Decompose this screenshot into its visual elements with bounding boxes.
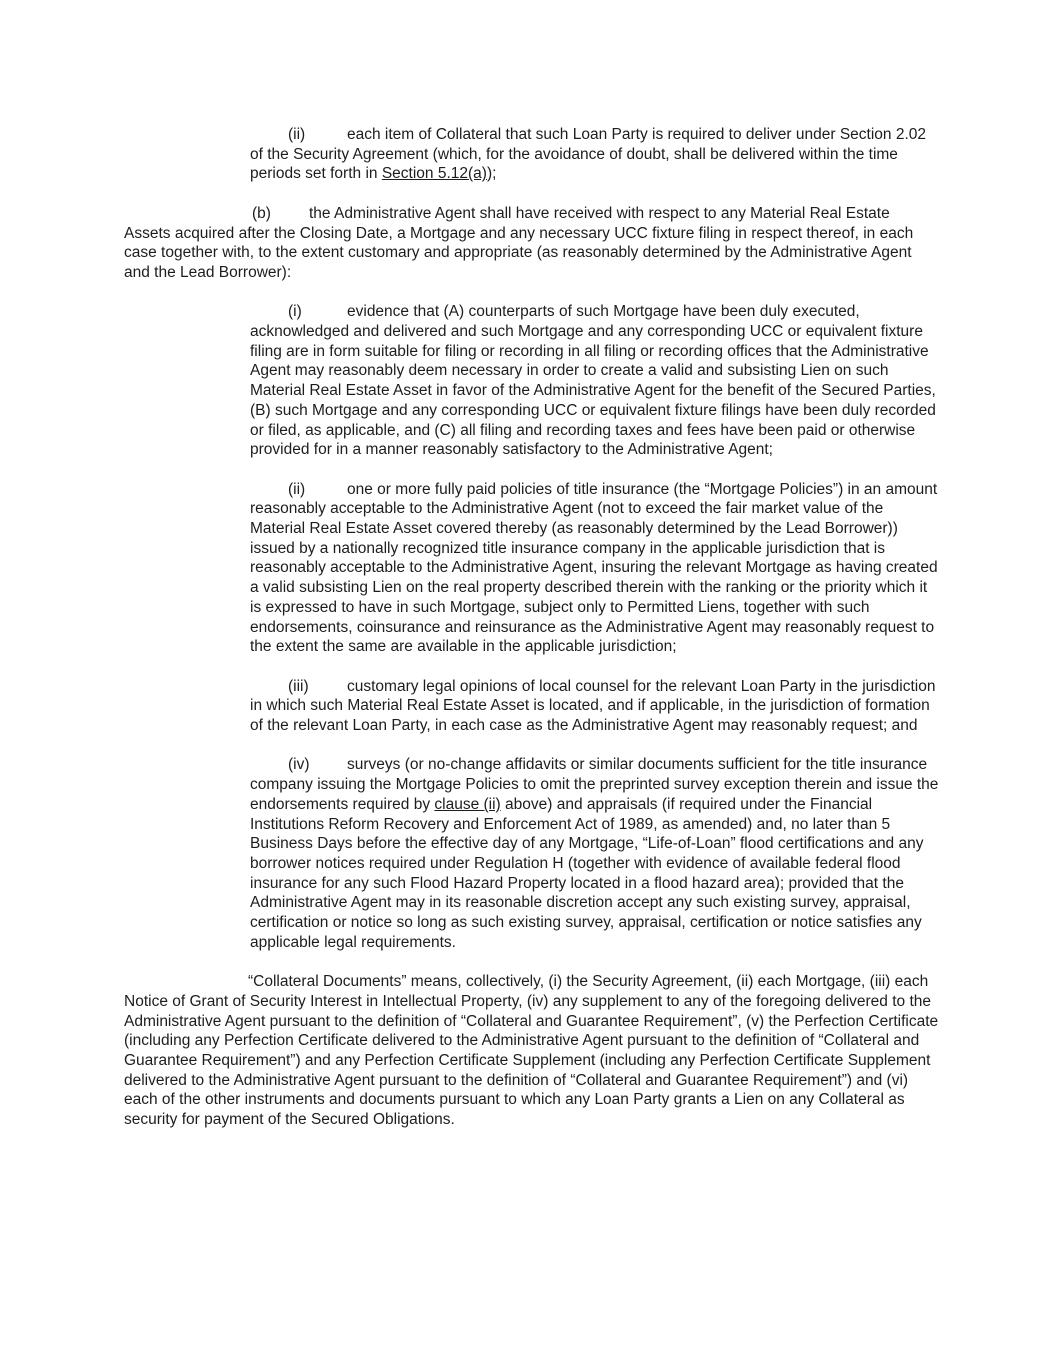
paragraph-i-mortgage-evidence xyxy=(250,302,939,460)
paragraph-text: the Administrative Agent shall have received with respect to any Material Real Estate Assets acquired after the Closing Date, a Mortgage and any necessary UCC fixture filing in respect thereof, in each case together with, to the extent customary and appropriate (as reasonably determined by the Administrative Agent and the Lead Borrower): xyxy=(124,204,914,281)
paragraph-text: surveys (or no-change affidavits or similar documents sufficient for the title insurance company issuing the Mortgage Policies to omit the preprinted survey exception therein and issue the endorsements required by xyxy=(250,756,939,813)
paragraph-ii-collateral-delivery xyxy=(250,125,939,184)
paragraph-text: one or more fully paid policies of title insurance (the “Mortgage Policies”) in an amount reasonably acceptable to the Administrative Agent (not to exceed the fair market value of the Material Real Estate Asset covered thereby (as reasonably determined by the Lead Borrower)) issued by a nationally recognized title insurance company in the applicable jurisdiction that is reasonably acceptable to the Administrative Agent, insuring the relevant Mortgage as having created a valid subsisting Lien on the real property described therein with the ranking or the priority which it is expressed to have in such Mortgage, subject only to Permitted Liens, together with such endorsements, coinsurance and reinsurance as the Administrative Agent may reasonably request to the extent the same are available in the applicable jurisdiction; xyxy=(250,480,938,656)
paragraph-text: “Collateral Documents” means, collectively, (i) the Security Agreement, (ii) each Mortgage, (iii) each Notice of Grant of Security Interest in Intellectual Property, (iv) any supplement to any of the foregoing delivered to the Administrative Agent pursuant to the definition of “Collateral and Guarantee Requirement”, (v) the Perfection Certificate (including any Perfection Certificate delivered to the Administrative Agent pursuant to the definition of “Collateral and Guarantee Requirement”) and any Perfection Certificate Supplement (including any Perfection Certificate Supplement delivered to the Administrative Agent pursuant to the definition of “Collateral and Guarantee Requirement”) and (vi) each of the other instruments and documents pursuant to which any Loan Party grants a Lien on any Collateral as security for payment of the Secured Obligations. xyxy=(124,973,939,1129)
paragraph-text: ); xyxy=(486,165,497,183)
clause-label: (i) xyxy=(288,303,302,321)
paragraph-collateral-documents-definition xyxy=(124,972,939,1130)
clause-label: (ii) xyxy=(288,126,306,143)
clause-label: (iii) xyxy=(288,677,309,695)
paragraph-text: customary legal opinions of local counsel for the relevant Loan Party in the jurisdiction in which such Material Real Estate Asset is located, and if applicable, in the jurisdiction of formation of the relevant Loan Party, in each case as the Administrative Agent may reasonably request; and xyxy=(250,677,936,735)
paragraph-text: each item of Collateral that such Loan Party is required to deliver under Section 2.02 of the Security Agreement (which, for the avoidance of doubt, shall be delivered within the time periods set forth in xyxy=(250,126,926,183)
paragraph-ii-title-insurance xyxy=(250,480,939,657)
paragraph-iv-surveys-flood xyxy=(250,755,939,952)
section-reference: Section 5.12(a) xyxy=(381,165,487,183)
clause-label: (iv) xyxy=(288,756,310,774)
paragraph-text: above) and appraisals (if required under the Financial Institutions Reform Recovery and Enforcement Act of 1989, as amended) and, no later than 5 Business Days before the effective day of any Mortgage, “Life-of-Loan” flood certifications and any borrower notices required under Regulation H (together with evidence of available federal flood insurance for any such Flood Hazard Property located in a flood hazard area); provided that the Administrative Agent may in its reasonable discretion accept any such existing survey, appraisal, certification or notice so long as such existing survey, appraisal, certification or notice satisfies any applicable legal requirements. xyxy=(250,795,924,951)
paragraph-text: evidence that (A) counterparts of such Mortgage have been duly executed, acknowledged and delivered and such Mortgage and any corresponding UCC or equivalent fixture filing are in form suitable for filing or recording in all filing or recording offices that the Administrative Agent may reasonably deem necessary in order to create a valid and subsisting Lien on such Material Real Estate Asset in favor of the Administrative Agent for the benefit of the Secured Parties, (B) such Mortgage and any corresponding UCC or equivalent fixture filings have been duly recorded or filed, as applicable, and (C) all filing and recording taxes and fees have been paid or otherwise provided for in a manner reasonably satisfactory to the Administrative Agent; xyxy=(250,303,936,459)
paragraph-b-mortgage-requirements xyxy=(124,204,939,283)
paragraph-iii-legal-opinions xyxy=(250,677,939,736)
clause-label: (b) xyxy=(252,204,271,222)
clause-reference: clause (ii) xyxy=(434,795,501,813)
clause-label: (ii) xyxy=(288,480,306,498)
